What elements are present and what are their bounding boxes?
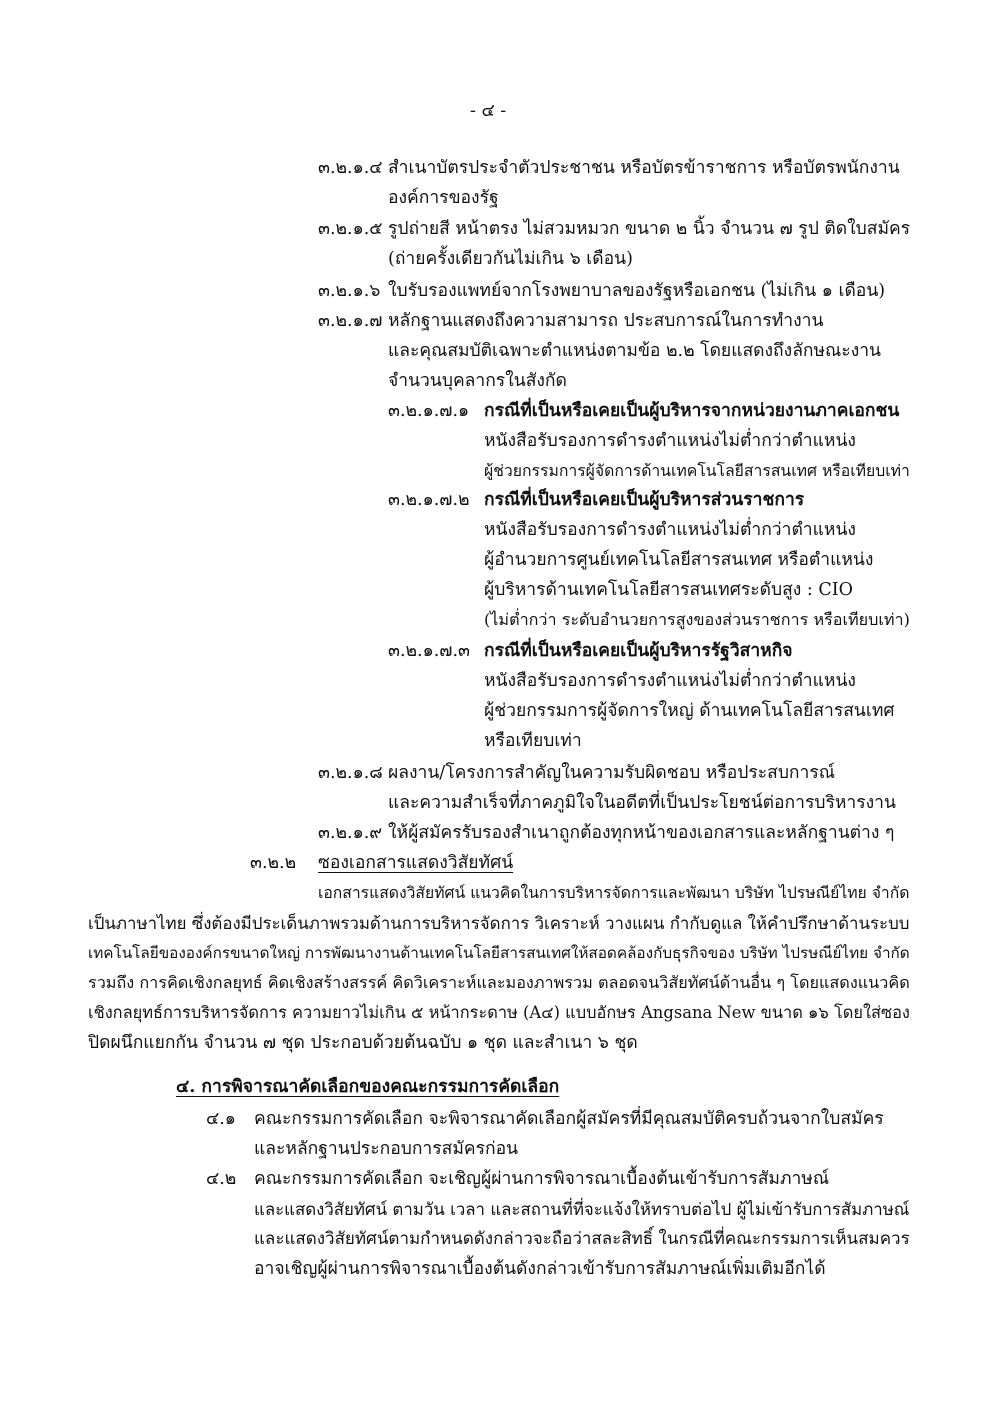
sub-item-heading: กรณีที่เป็นหรือเคยเป็นผู้บริหารรัฐวิสาหกิจ [484, 641, 793, 661]
paragraph-line: เทคโนโลยีขององค์กรขนาดใหญ่ การพัฒนางานด้านเทคโนโลยีสารสนเทศให้สอดคล้องกับธุรกิจของ บริษัท ไปรษณีย์ไทย จำกัด [88, 944, 910, 962]
item-number: ๔.๑ [206, 1109, 236, 1129]
sub-item-number: ๓.๒.๑.๗.๓ [388, 641, 470, 661]
sub-item-number: ๓.๒.๑.๗.๑ [388, 401, 470, 421]
item-text: องค์การของรัฐ [388, 188, 499, 208]
sub-item-text: (ไม่ต่ำกว่า ระดับอำนวยการสูงของส่วนราชการ หรือเทียบเท่า) [484, 610, 910, 629]
item-number: ๓.๒.๑.๕ [318, 219, 383, 239]
item-number: ๓.๒.๑.๘ [318, 763, 383, 783]
item-text: และคุณสมบัติเฉพาะตำแหน่งตามข้อ ๒.๒ โดยแสดงถึงลักษณะงาน [388, 341, 882, 361]
sub-item-text: หนังสือรับรองการดำรงตำแหน่งไม่ต่ำกว่าตำแหน่ง [484, 671, 856, 691]
item-text: และความสำเร็จที่ภาคภูมิใจในอดีตที่เป็นประโยชน์ต่อการบริหารงาน [388, 793, 896, 813]
item-text: สำเนาบัตรประจำตัวประชาชน หรือบัตรข้าราชการ หรือบัตรพนักงาน [388, 158, 900, 178]
paragraph-line: เชิงกลยุทธ์การบริหารจัดการ ความยาวไม่เกิน ๕ หน้ากระดาษ (A๔) แบบอักษร Angsana New ขนาด ๑๖ โดยใส่ซอง [88, 1003, 910, 1022]
sub-item-text: ผู้บริหารด้านเทคโนโลยีสารสนเทศระดับสูง : CIO [484, 580, 853, 600]
paragraph-line: เอกสารแสดงวิสัยทัศน์ แนวคิดในการบริหารจัดการและพัฒนา บริษัท ไปรษณีย์ไทย จำกัด [318, 883, 910, 902]
item-text: ให้ผู้สมัครรับรองสำเนาถูกต้องทุกหน้าของเอกสารและหลักฐานต่าง ๆ [388, 823, 895, 843]
item-text: อาจเชิญผู้ผ่านการพิจารณาเบื้องต้นดังกล่าวเข้ารับการสัมภาษณ์เพิ่มเติมอีกได้ [254, 1259, 826, 1279]
sub-item-text: ผู้อำนวยการศูนย์เทคโนโลยีสารสนเทศ หรือตำแหน่ง [484, 550, 874, 570]
sub-item-text: หนังสือรับรองการดำรงตำแหน่งไม่ต่ำกว่าตำแหน่ง [484, 520, 856, 540]
item-text: (ถ่ายครั้งเดียวกันไม่เกิน ๖ เดือน) [388, 249, 633, 269]
sub-item-heading: กรณีที่เป็นหรือเคยเป็นผู้บริหารจากหน่วยงานภาคเอกชน [484, 401, 900, 421]
sub-item-text: หรือเทียบเท่า [484, 731, 582, 751]
section-4-heading: ๔. การพิจารณาคัดเลือกของคณะกรรมการคัดเลือก [176, 1077, 560, 1097]
item-text: จำนวนบุคลากรในสังกัด [388, 371, 567, 391]
section-heading: ซองเอกสารแสดงวิสัยทัศน์ [318, 853, 514, 873]
item-number: ๓.๒.๑.๗ [318, 311, 383, 331]
paragraph-line: เป็นภาษาไทย ซึ่งต้องมีประเด็นภาพรวมด้านการบริหารจัดการ วิเคราะห์ วางแผน กำกับดูแล ให้คำปรึกษาด้านระบบ [88, 913, 910, 933]
sub-item-number: ๓.๒.๑.๗.๒ [388, 490, 470, 510]
item-text: คณะกรรมการคัดเลือก จะเชิญผู้ผ่านการพิจารณาเบื้องต้นเข้ารับการสัมภาษณ์ [254, 1169, 830, 1189]
paragraph-line: รวมถึง การคิดเชิงกลยุทธ์ คิดเชิงสร้างสรรค์ คิดวิเคราะห์และมองภาพรวม ตลอดจนวิสัยทัศน์ด้านอื่น ๆ โดยแสดงแนวคิด [88, 973, 910, 992]
item-text: และหลักฐานประกอบการสมัครก่อน [254, 1139, 519, 1159]
item-number: ๓.๒.๑.๙ [318, 823, 383, 843]
section-number: ๓.๒.๒ [250, 853, 297, 873]
paragraph-line: ปิดผนึกแยกกัน จำนวน ๗ ชุด ประกอบด้วยต้นฉบับ ๑ ชุด และสำเนา ๖ ชุด [88, 1033, 638, 1053]
item-text: และแสดงวิสัยทัศน์ตามกำหนดดังกล่าวจะถือว่าสละสิทธิ์ ในกรณีที่คณะกรรมการเห็นสมควร [254, 1229, 910, 1249]
item-text: และแสดงวิสัยทัศน์ ตามวัน เวลา และสถานที่ที่จะแจ้งให้ทราบต่อไป ผู้ไม่เข้ารับการสัมภาษณ์ [254, 1199, 910, 1219]
item-text: คณะกรรมการคัดเลือก จะพิจารณาคัดเลือกผู้สมัครที่มีคุณสมบัติครบถ้วนจากใบสมัคร [254, 1109, 884, 1129]
item-text: รูปถ่ายสี หน้าตรง ไม่สวมหมวก ขนาด ๒ นิ้ว จำนวน ๗ รูป ติดใบสมัคร [388, 219, 911, 239]
sub-item-text: ผู้ช่วยกรรมการผู้จัดการด้านเทคโนโลยีสารสนเทศ หรือเทียบเท่า [484, 461, 910, 480]
item-number: ๓.๒.๑.๖ [318, 281, 381, 301]
sub-item-heading: กรณีที่เป็นหรือเคยเป็นผู้บริหารส่วนราชการ [484, 490, 805, 510]
item-text: ใบรับรองแพทย์จากโรงพยาบาลของรัฐหรือเอกชน (ไม่เกิน ๑ เดือน) [388, 281, 886, 301]
sub-item-text: ผู้ช่วยกรรมการผู้จัดการใหญ่ ด้านเทคโนโลยีสารสนเทศ [484, 701, 895, 721]
page-number: - ๔ - [470, 101, 507, 121]
item-number: ๔.๒ [206, 1169, 237, 1189]
item-text: ผลงาน/โครงการสำคัญในความรับผิดชอบ หรือประสบการณ์ [388, 763, 835, 783]
sub-item-text: หนังสือรับรองการดำรงตำแหน่งไม่ต่ำกว่าตำแหน่ง [484, 431, 856, 451]
item-number: ๓.๒.๑.๔ [318, 158, 383, 178]
item-text: หลักฐานแสดงถึงความสามารถ ประสบการณ์ในการทำงาน [388, 311, 824, 331]
